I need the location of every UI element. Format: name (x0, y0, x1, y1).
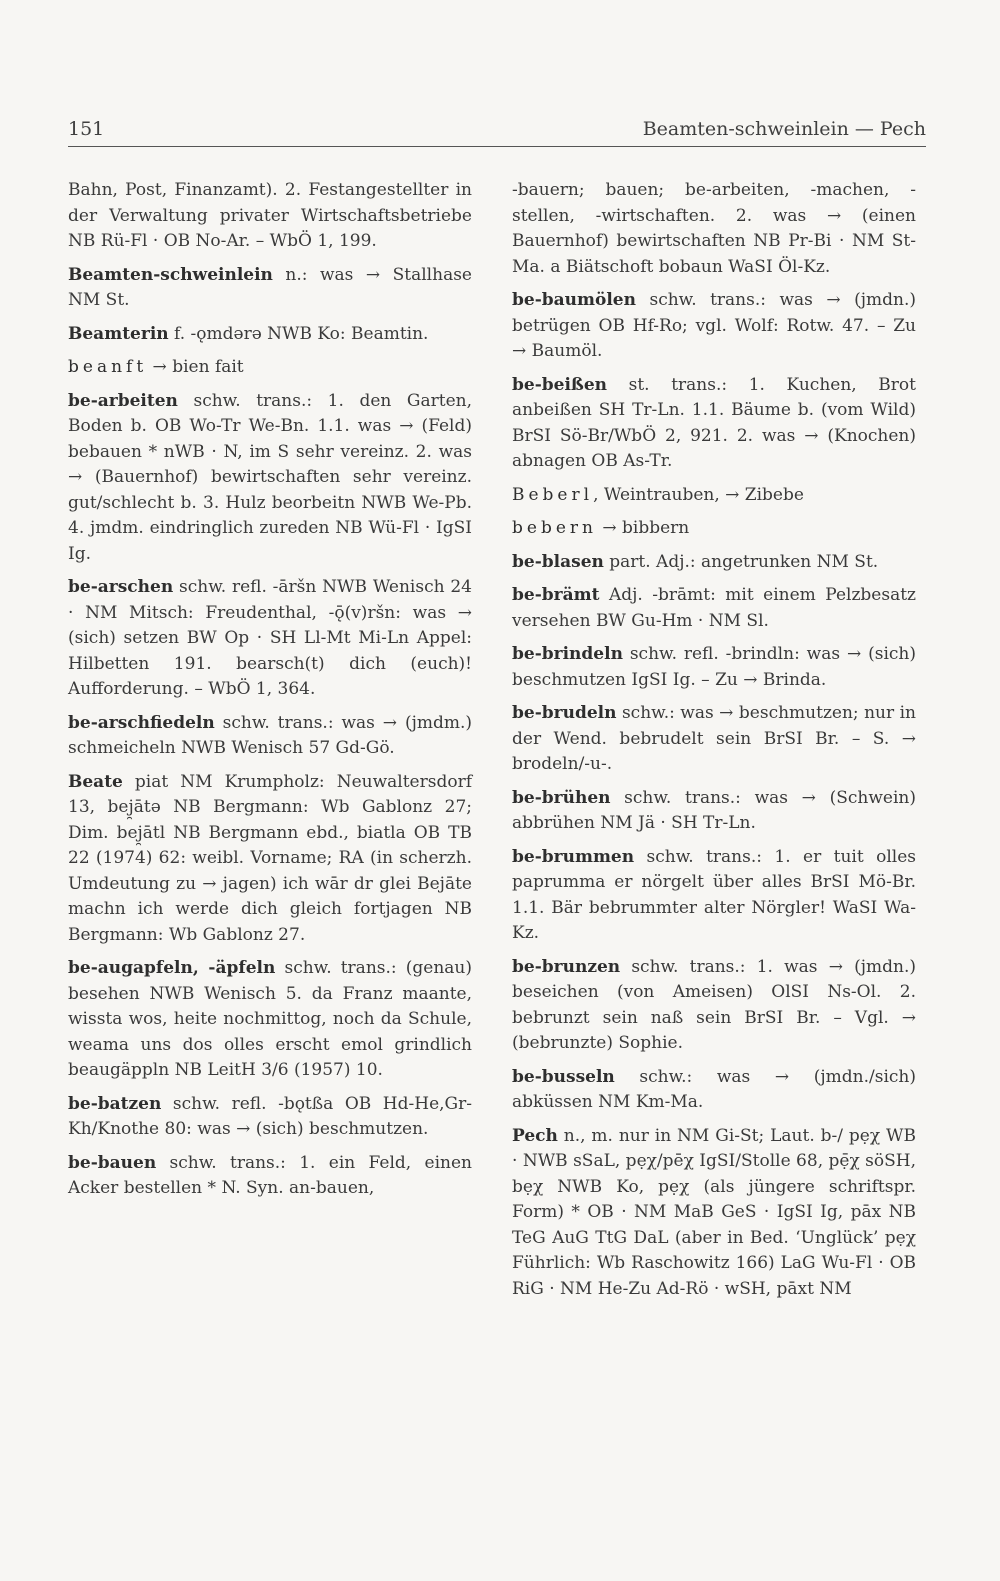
dictionary-entry: be-brunzen schw. trans.: 1. was → (jmdn.) beseichen (von Ameisen) OlSI Ns-Ol. 2. bebrunzt sein naß sein BrSI Br. – Vgl. → (bebrunzte) Sophie. (512, 956, 916, 1053)
dictionary-entry: be-brudeln schw.: was → beschmutzen; nur in der Wend. bebrudelt sein BrSI Br. – S. → brodeln/-u-. (512, 703, 916, 774)
dictionary-entry: be-blasen part. Adj.: angetrunken NM St. (512, 551, 879, 572)
dictionary-entry: be-beißen st. trans.: 1. Kuchen, Brot anbeißen SH Tr-Ln. 1.1. Bäume b. (vom Wild) BrSI Sö-Br/WbÖ 2, 921. 2. was → (Knochen) abnagen OB As-Tr. (512, 374, 916, 471)
lemma: be-augapfeln, -äpfeln (68, 958, 276, 978)
lemma: be-brindeln (512, 644, 623, 664)
dictionary-entry: be-brämt Adj. -brāmt: mit einem Pelzbesatz versehen BW Gu-Hm · NM Sl. (512, 585, 916, 631)
dictionary-entry: bebern → bibbern (512, 518, 690, 538)
dictionary-entry: Beate piat NM Krumpholz: Neuwaltersdorf 13, bej̯ātə NB Bergmann: Wb Gablonz 27; Dim. bej̯ātl NB Bergmann ebd., biatla OB TB 22 (1974) 62: weibl. Vorname; RA (in scherzh. Umdeutung zu → jagen) ich wār dr glei Bejāte machn ich werde dich gleich fortjagen NB Bergmann: Wb Gablonz 27. (68, 771, 472, 945)
lemma: be-arbeiten (68, 390, 178, 411)
lemma: be-bauen (68, 1152, 157, 1173)
lemma: be-batzen (68, 1093, 162, 1114)
lemma: be-brühen (512, 787, 611, 808)
dictionary-entry: Bahn, Post, Finanzamt). 2. Festangestellter in der Verwaltung privater Wirtschaftsbetriebe NB Rü-Fl · OB No-Ar. – WbÖ 1, 199. (68, 180, 472, 251)
lemma: be-brämt (512, 585, 600, 605)
dictionary-entry: be-brühen schw. trans.: was → (Schwein) abbrühen NM Jä · SH Tr-Ln. (512, 787, 916, 833)
lemma: be-baumölen (512, 290, 636, 310)
running-title: Beamten-schweinlein — Pech (642, 118, 926, 140)
dictionary-entry: Beamterin f. -ǫmdərə NWB Ko: Beamtin. (68, 323, 429, 344)
header-rule (68, 146, 926, 147)
page-header (68, 118, 926, 140)
lemma: be-busseln (512, 1066, 615, 1087)
lemma: bebern (512, 518, 597, 538)
lemma: be-arschen (68, 577, 174, 597)
dictionary-entry: be-augapfeln, -äpfeln schw. trans.: (genau) besehen NWB Wenisch 5. da Franz maante, wissta wos, heite nochmittog, noch da Schule, weama uns dos olles erscht emol grindlich beaugäppln NB LeitH 3/6 (1957) 10. (68, 958, 472, 1080)
lemma: Beate (68, 771, 123, 792)
lemma: beanft (68, 357, 148, 377)
dictionary-entry: be-batzen schw. refl. -bǫtßa OB Hd-He,Gr-Kh/Knothe 80: was → (sich) beschmutzen. (68, 1093, 472, 1139)
page-number: 151 (68, 118, 105, 140)
dictionary-entry: be-brindeln schw. refl. -brindln: was → (sich) beschmutzen IgSI Ig. – Zu → Brinda. (512, 644, 916, 690)
lemma: Beamten-schweinlein (68, 264, 273, 285)
lemma: be-beißen (512, 374, 608, 395)
dictionary-entry: be-arbeiten schw. trans.: 1. den Garten, Boden b. OB Wo-Tr We-Bn. 1.1. was → (Feld) bebauen * nWB · N, im S sehr vereinz. 2. was → (Bauernhof) bewirtschaften sehr vereinz. gut/schlecht b. 3. Hulz beorbeitn NWB We-Pb. 4. jmdm. eindringlich zureden NB Wü-Fl · IgSI Ig. (68, 390, 472, 564)
dictionary-entry: be-busseln schw.: was → (jmdn./sich) abküssen NM Km-Ma. (512, 1066, 916, 1112)
dictionary-entry: be-arschen schw. refl. -āršn NWB Wenisch 24 · NM Mitsch: Freudenthal, -ǭ(v)ršn: was → (sich) setzen BW Op · SH Ll-Mt Mi-Ln Appel: Hilbetten 191. bearsch(t) dich (euch)! Aufforderung. – WbÖ 1, 364. (68, 577, 472, 699)
dictionary-entry: Pech n., m. nur in NM Gi-St; Laut. b-/ pẹχ WB · NWB sSaL, pẹχ/pēχ IgSI/Stolle 68, pẹ̄χ söSH, bẹχ NWB Ko, pẹχ (als jüngere schriftspr. Form) * OB · NM MaB GeS · IgSI Ig, pāx NB TeG AuG TtG DaL (aber in Bed. ‘Unglück’ pẹχ Führlich: Wb Raschowitz 166) LaG Wu-Fl · OB RiG · NM He-Zu Ad-Rö · wSH, pāxt NM (512, 1125, 916, 1299)
lemma: be-brummen (512, 846, 635, 867)
left-column (68, 178, 472, 1210)
lemma: Pech (512, 1125, 558, 1146)
lemma: Beberl (512, 484, 594, 505)
right-column (512, 178, 916, 1310)
dictionary-entry: be-baumölen schw. trans.: was → (jmdn.) betrügen OB Hf-Ro; vgl. Wolf: Rotw. 47. – Zu → Baumöl. (512, 290, 916, 361)
lemma: be-blasen (512, 551, 604, 572)
lemma: be-brunzen (512, 956, 621, 977)
dictionary-entry: be-arschfiedeln schw. trans.: was → (jmdm.) schmeicheln NWB Wenisch 57 Gd-Gö. (68, 712, 472, 758)
lemma: be-brudeln (512, 703, 617, 723)
dictionary-entry: be-brummen schw. trans.: 1. er tuit olles paprumma er nörgelt über alles BrSI Mö-Br. 1.1. Bär bebrummter alter Nörgler! WaSI Wa-Kz. (512, 846, 916, 943)
dictionary-entry: Beamten-schweinlein n.: was → Stallhase NM St. (68, 264, 472, 310)
dictionary-entry: be-bauen schw. trans.: 1. ein Feld, einen Acker bestellen * N. Syn. an-bauen, (68, 1152, 472, 1198)
lemma: be-arschfiedeln (68, 712, 215, 733)
dictionary-entry: Beberl, Weintrauben, → Zibebe (512, 484, 804, 505)
lemma: Beamterin (68, 323, 169, 344)
dictionary-entry: -bauern; bauen; be-arbeiten, -machen, -stellen, -wirtschaften. 2. was → (einen Bauernhof) bewirtschaften NB Pr-Bi · NM St-Ma. a Biätschoft bobaun WaSI Öl-Kz. (512, 180, 916, 277)
dictionary-entry: beanft → bien fait (68, 357, 244, 377)
